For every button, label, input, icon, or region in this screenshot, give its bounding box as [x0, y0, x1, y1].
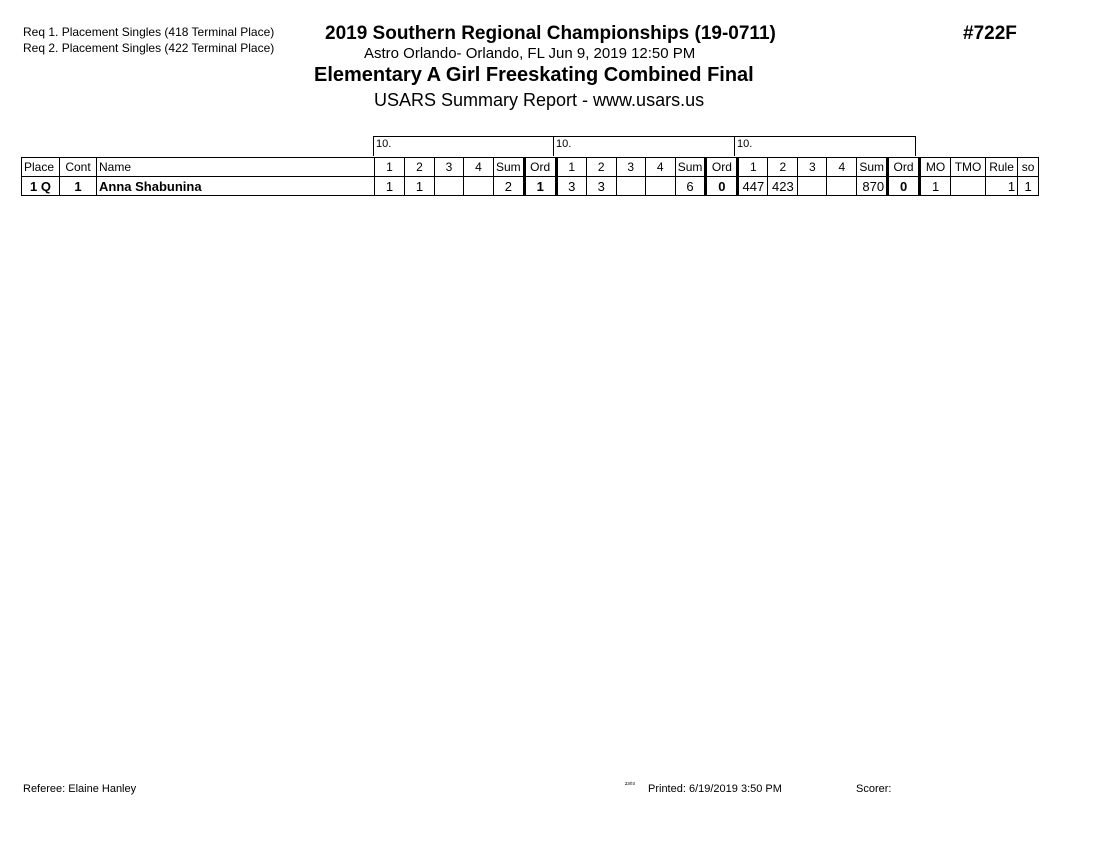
col-g1-j3: 3 — [435, 158, 464, 177]
row-g2-j1: 3 — [556, 177, 586, 196]
table-header-row — [22, 158, 1039, 177]
row-place: 1 Q — [22, 177, 60, 196]
row-g2-j3 — [616, 177, 645, 196]
col-cont: Cont — [60, 158, 97, 177]
col-so: so — [1018, 158, 1039, 177]
col-g1-ord: Ord — [524, 158, 556, 177]
row-g3-j2: 423 — [768, 177, 798, 196]
row-cont: 1 — [60, 177, 97, 196]
referee-label: Referee: Elaine Hanley — [23, 783, 137, 795]
row-mo: 1 — [920, 177, 951, 196]
col-g3-j1: 1 — [738, 158, 768, 177]
page-title: 2019 Southern Regional Championships (19-0711) — [325, 23, 776, 44]
col-name: Name — [97, 158, 375, 177]
event-title: Elementary A Girl Freeskating Combined Final — [314, 64, 754, 86]
row-g1-sum: 2 — [494, 177, 525, 196]
col-g1-j4: 4 — [464, 158, 494, 177]
row-g1-j1: 1 — [375, 177, 405, 196]
col-g2-j4: 4 — [645, 158, 675, 177]
row-g3-sum: 870 — [857, 177, 888, 196]
row-name: Anna Shabunina — [97, 177, 375, 196]
col-g3-j2: 2 — [768, 158, 798, 177]
print-mark: ²³⁰³ — [625, 782, 635, 789]
row-g3-j3 — [798, 177, 827, 196]
row-g1-ord: 1 — [524, 177, 556, 196]
col-g2-j2: 2 — [586, 158, 616, 177]
event-code: #722F — [963, 23, 1017, 44]
requirement-1: Req 1. Placement Singles (418 Terminal Place) — [23, 25, 275, 39]
row-rule: 1 — [986, 177, 1018, 196]
col-g2-sum: Sum — [675, 158, 706, 177]
report-title: USARS Summary Report - www.usars.us — [374, 90, 705, 110]
results-table — [21, 157, 1039, 196]
col-g3-j3: 3 — [798, 158, 827, 177]
col-g1-sum: Sum — [494, 158, 525, 177]
group-header-1: 10. — [373, 136, 554, 156]
group-header-2: 10. — [553, 136, 735, 156]
row-g2-ord: 0 — [706, 177, 738, 196]
row-g2-sum: 6 — [675, 177, 706, 196]
scorer-label: Scorer: — [856, 783, 892, 795]
col-rule: Rule — [986, 158, 1018, 177]
col-mo: MO — [920, 158, 951, 177]
row-g2-j4 — [645, 177, 675, 196]
venue-line: Astro Orlando- Orlando, FL Jun 9, 2019 12:50 PM — [364, 45, 696, 62]
row-g1-j2: 1 — [405, 177, 435, 196]
col-g2-j3: 3 — [616, 158, 645, 177]
col-g2-j1: 1 — [556, 158, 586, 177]
row-g3-j4 — [827, 177, 857, 196]
row-g2-j2: 3 — [586, 177, 616, 196]
row-g1-j3 — [435, 177, 464, 196]
table-row — [22, 177, 1039, 196]
col-tmo: TMO — [951, 158, 986, 177]
row-g1-j4 — [464, 177, 494, 196]
col-g3-j4: 4 — [827, 158, 857, 177]
col-g1-j1: 1 — [375, 158, 405, 177]
row-g3-j1: 447 — [738, 177, 768, 196]
row-tmo — [951, 177, 986, 196]
group-header-3: 10. — [734, 136, 916, 156]
col-place: Place — [22, 158, 60, 177]
col-g2-ord: Ord — [706, 158, 738, 177]
col-g1-j2: 2 — [405, 158, 435, 177]
requirement-2: Req 2. Placement Singles (422 Terminal Place) — [23, 41, 275, 55]
row-g3-ord: 0 — [888, 177, 920, 196]
col-g3-sum: Sum — [857, 158, 888, 177]
row-so: 1 — [1018, 177, 1039, 196]
printed-timestamp: Printed: 6/19/2019 3:50 PM — [648, 783, 782, 795]
col-g3-ord: Ord — [888, 158, 920, 177]
